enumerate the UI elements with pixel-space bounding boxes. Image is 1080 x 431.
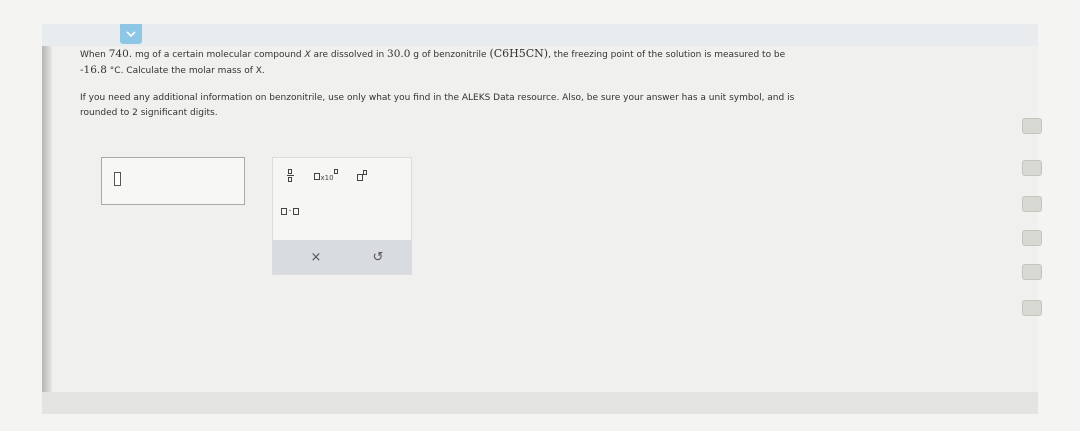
times-ten-power-icon: x10 xyxy=(314,169,337,182)
collapse-button[interactable] xyxy=(120,24,142,44)
fraction-icon xyxy=(287,169,294,182)
chemical-formula: (C6H5CN) xyxy=(489,47,549,60)
question-text xyxy=(80,46,980,121)
side-tool-3[interactable] xyxy=(1022,196,1042,212)
multiply-button[interactable] xyxy=(277,200,303,222)
superscript-button[interactable] xyxy=(349,164,375,186)
left-edge-shade xyxy=(42,46,52,414)
bottom-shade xyxy=(42,392,1038,414)
mass-value: 740. xyxy=(108,48,133,60)
compound-name: X xyxy=(304,50,311,60)
side-tool-5[interactable] xyxy=(1022,264,1042,280)
scientific-notation-button[interactable] xyxy=(313,164,339,186)
side-tool-6[interactable] xyxy=(1022,300,1042,316)
undo-icon: ↺ xyxy=(372,249,384,265)
instructions-paragraph: If you need any additional information on benzonitrile, use only what you find in the ALEKS Data resource. Also, be sure your answer has a unit symbol, and is rounded to 2 significant digits. xyxy=(80,93,795,118)
answer-box[interactable] xyxy=(101,157,245,205)
top-strip xyxy=(42,24,1038,46)
clear-button[interactable] xyxy=(303,246,329,268)
solvent-mass: 30.0 xyxy=(387,48,411,60)
dot-multiply-icon: · xyxy=(281,206,298,217)
fraction-button[interactable] xyxy=(277,164,303,186)
side-tool-4[interactable] xyxy=(1022,230,1042,246)
undo-button[interactable] xyxy=(365,246,391,268)
screen xyxy=(42,24,1038,414)
answer-input[interactable] xyxy=(114,172,121,186)
superscript-icon xyxy=(357,170,367,181)
x-icon: × xyxy=(310,249,322,265)
side-tool-2[interactable] xyxy=(1022,160,1042,176)
math-palette xyxy=(272,157,412,275)
question-paragraph: When 740. mg of a certain molecular compound X are dissolved in 30.0 g of benzonitrile (C6H5CN), the freezing point of the solution is measured to be -16.8 °C. Calculate the molar mass of X. xyxy=(80,47,786,76)
side-tool-1[interactable] xyxy=(1022,118,1042,134)
chevron-down-icon xyxy=(126,30,136,38)
palette-footer xyxy=(273,240,411,274)
temperature-value: -16.8 xyxy=(80,64,107,76)
